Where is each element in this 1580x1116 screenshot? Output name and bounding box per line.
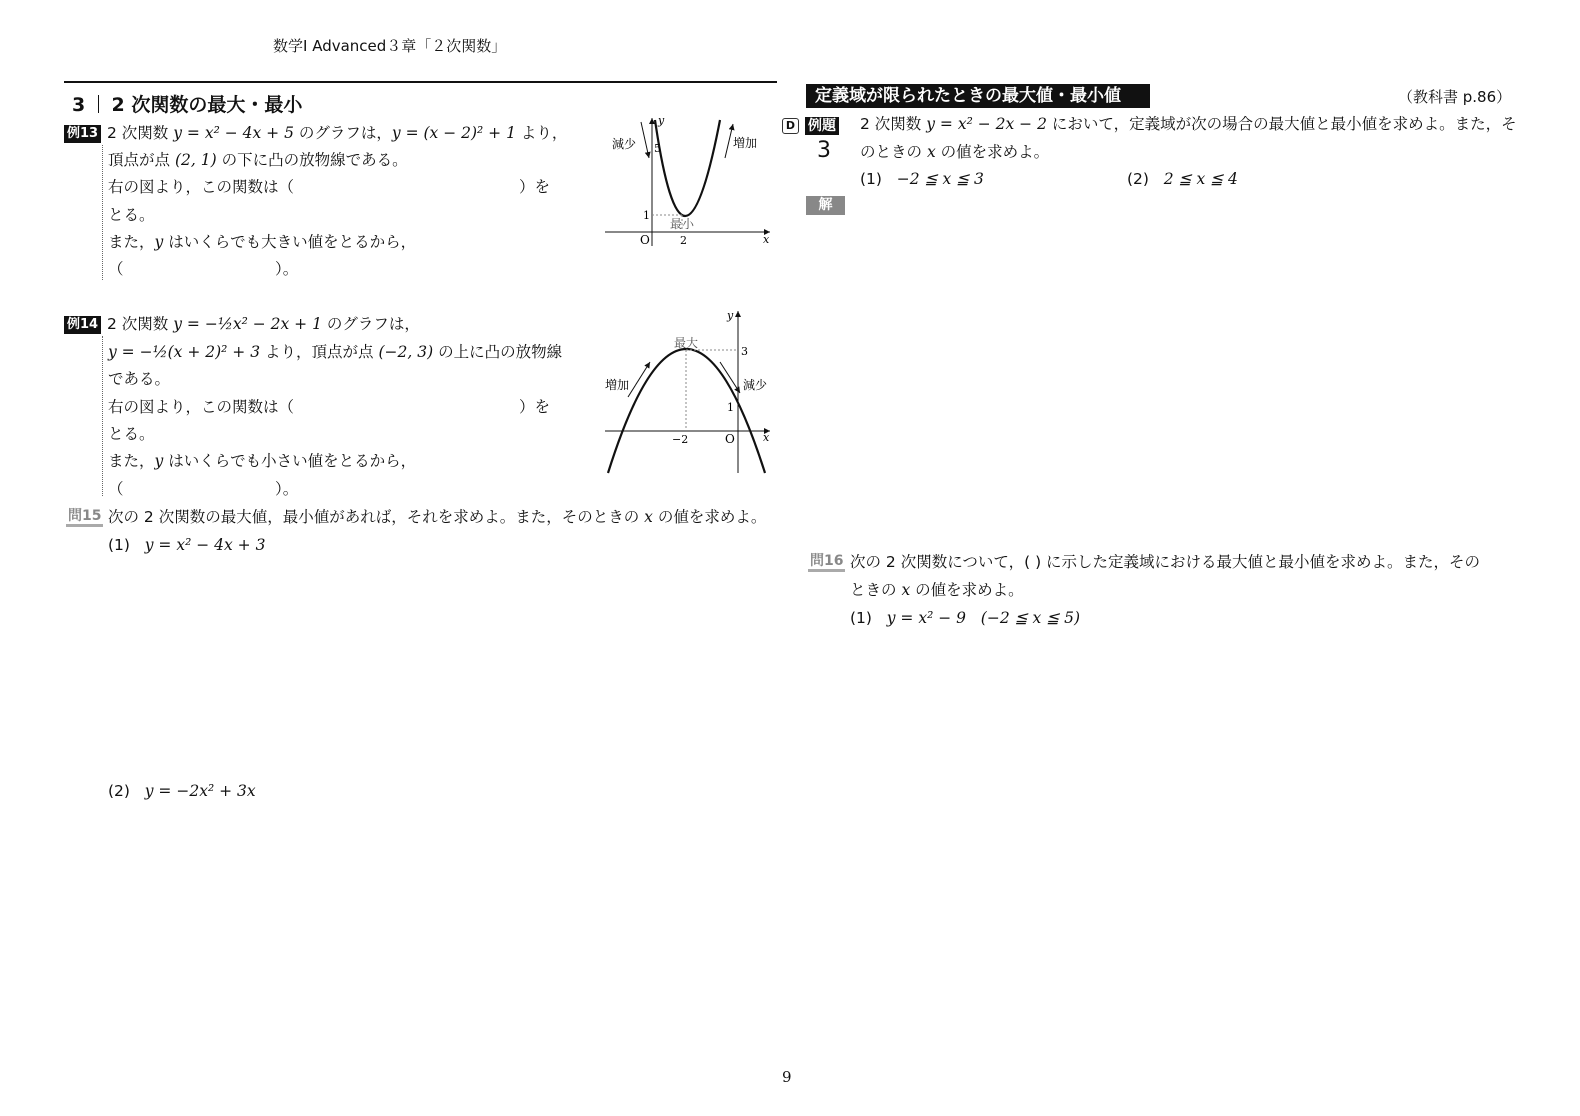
origin-label: O — [640, 233, 650, 247]
page-number: 9 — [782, 1068, 792, 1086]
example-13-line-6: （ ）。 — [108, 260, 299, 278]
y-label: y — [658, 114, 665, 127]
tick-1: 1 — [643, 209, 650, 222]
max-label: 最大 — [674, 336, 699, 350]
section-heading: 2 次関数の最大・最小 — [111, 94, 303, 116]
example-13-line-3 — [108, 177, 550, 197]
tick-minus-2: −2 — [672, 433, 689, 446]
example-14-line-6: また，y はいくらでも小さい値をとるから， — [108, 452, 417, 470]
example-14-bar — [102, 336, 103, 496]
section-title — [72, 90, 302, 117]
example-13-bar — [102, 145, 103, 280]
example-14-line-3: である。 — [108, 370, 171, 388]
decrease-arrow-icon — [641, 122, 649, 158]
example-14-line-7: （ ）。 — [108, 480, 299, 498]
section-divider — [98, 95, 99, 113]
origin-label: O — [725, 432, 735, 446]
answer-tag: 解 — [806, 196, 845, 215]
example-problem-part-1: (1) −2 ≦ x ≦ 3 — [860, 170, 984, 188]
decrease-label: 減少 — [743, 378, 768, 392]
tick-2: 2 — [680, 234, 687, 247]
blank-open: 右の図より，この関数は（ — [108, 398, 295, 416]
question-15-tag: 問15 — [66, 508, 103, 527]
example-14-line-2: y = −½(x + 2)² + 3 より，頂点が点 (−2, 3) の上に凸の放物線 — [108, 343, 563, 361]
example-problem-line-2: のときの x の値を求めよ。 — [860, 143, 1050, 161]
graph-ex14 — [600, 305, 780, 475]
increase-label: 増加 — [605, 378, 630, 392]
x-label: x — [763, 233, 770, 246]
example-13-line-2: 頂点が点 (2, 1) の下に凸の放物線である。 — [108, 151, 408, 169]
textbook-reference: （教科書 p.86） — [1398, 88, 1512, 106]
x-label: x — [763, 431, 770, 444]
example-problem-part-2: (2) 2 ≦ x ≦ 4 — [1127, 170, 1238, 188]
example-problem-tag: 例題 — [805, 117, 839, 135]
topic-title-bar: 定義域が限られたときの最大値・最小値 — [806, 84, 1150, 108]
parabola-curve — [655, 120, 720, 216]
y-label: y — [727, 309, 734, 322]
d-icon: D — [782, 118, 799, 134]
decrease-label: 減少 — [612, 137, 637, 151]
tick-5: 5 — [654, 142, 661, 155]
question-15-part-1: (1) y = x² − 4x + 3 — [108, 536, 266, 554]
tick-3: 3 — [741, 345, 748, 358]
section-number: 3 — [72, 94, 86, 116]
question-16-line-1: 次の 2 次関数について，( ) に示した定義域における最大値と最小値を求めよ。また，その — [850, 553, 1481, 571]
min-label: 最小 — [670, 217, 695, 231]
question-16-tag: 問16 — [808, 553, 845, 572]
example-14-line-1: 2 次関数 y = −½x² − 2x + 1 のグラフは， — [107, 315, 420, 333]
increase-label: 増加 — [733, 136, 758, 150]
example-13-line-4: とる。 — [108, 206, 155, 224]
blank-close: ）を — [518, 178, 550, 196]
example-problem-number: 3 — [817, 138, 831, 163]
section-rule — [64, 81, 777, 83]
example-problem-line-1: 2 次関数 y = x² − 2x − 2 において，定義域が次の場合の最大値と最小値を求めよ。また，そ — [860, 115, 1517, 133]
question-15-part-2: (2) y = −2x² + 3x — [108, 782, 256, 800]
page-header: 数学Ⅰ Advanced３章「２次関数」 — [273, 37, 507, 55]
increase-arrow-icon — [725, 124, 733, 158]
question-16-line-2: ときの x の値を求めよ。 — [850, 581, 1024, 599]
blank-open: 右の図より，この関数は（ — [108, 178, 295, 196]
example-14-tag: 例14 — [64, 316, 101, 334]
graph-ex13 — [600, 112, 780, 252]
question-16-part-1: (1) y = x² − 9 (−2 ≦ x ≦ 5) — [850, 609, 1081, 627]
example-13-tag: 例13 — [64, 125, 101, 143]
example-14-line-4 — [108, 397, 550, 417]
example-13-line-5: また，y はいくらでも大きい値をとるから， — [108, 233, 417, 251]
tick-1: 1 — [727, 401, 734, 414]
blank-close: ）を — [518, 398, 550, 416]
example-13-line-1: 2 次関数 y = x² − 4x + 5 のグラフは，y = (x − 2)² + 1 より， — [107, 124, 568, 142]
example-14-line-5: とる。 — [108, 425, 155, 443]
question-15-text: 次の 2 次関数の最大値，最小値があれば，それを求めよ。また，そのときの x の値を求めよ。 — [108, 508, 767, 526]
